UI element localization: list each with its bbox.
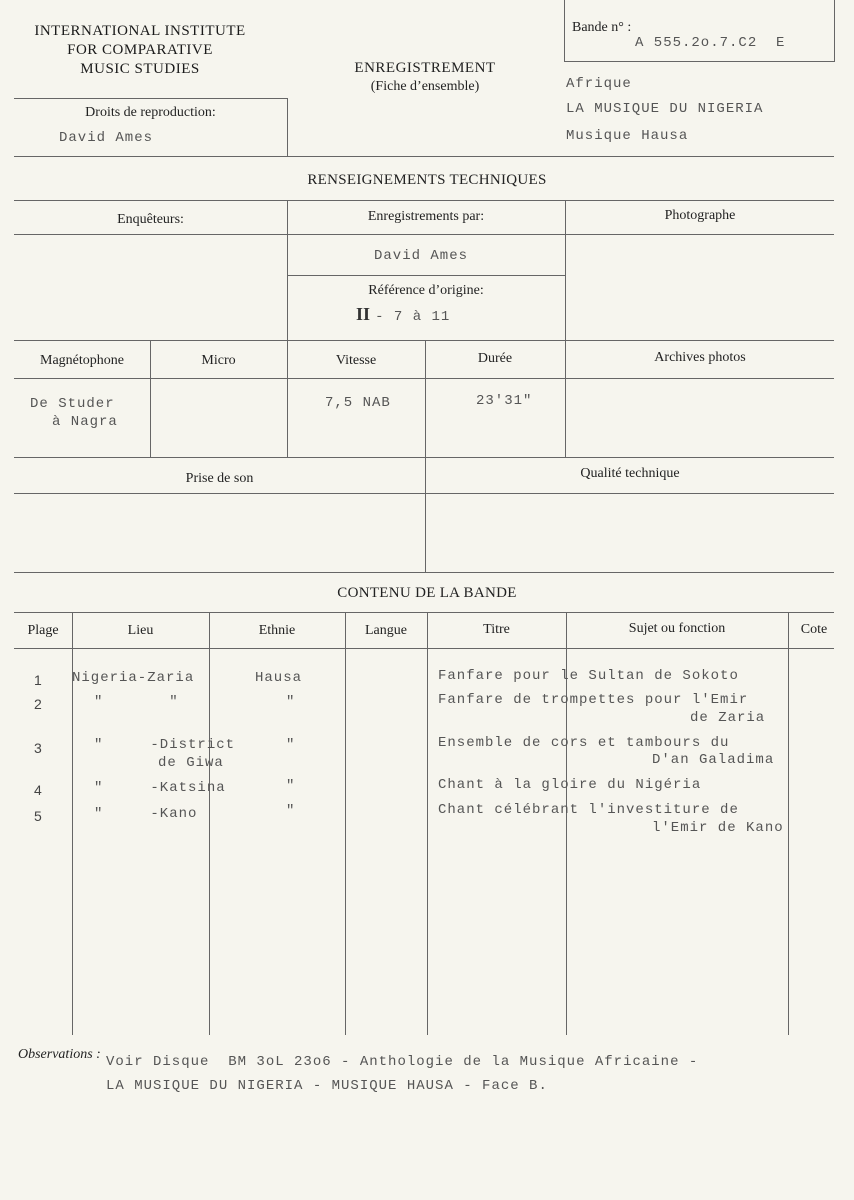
observations-line-1[interactable]: Voir Disque BM 3oL 23o6 - Anthologie de la Musique Africaine - [106, 1054, 699, 1070]
plage-1: 1 [34, 672, 42, 688]
qualite-label: Qualité technique [580, 466, 680, 481]
plage-5: 5 [34, 808, 42, 824]
institute-name [10, 22, 270, 79]
ethnie-5[interactable]: " [286, 803, 296, 819]
droits-label: Droits de reproduction: [85, 105, 216, 120]
ethnie-2[interactable]: " [286, 694, 296, 710]
ethnie-3[interactable]: " [286, 737, 296, 753]
form-title: ENREGISTREMENT [354, 60, 496, 76]
lieu-3b[interactable]: de Giwa [158, 755, 224, 771]
header-sujet: Sujet ou fonction [628, 621, 726, 636]
enregistrements-value[interactable]: David Ames [374, 248, 469, 264]
sub-album-value[interactable]: Musique Hausa [566, 128, 689, 144]
titre-5[interactable]: Chant célébrant l'investiture de [438, 802, 739, 818]
titre-2b[interactable]: de Zaria [690, 710, 766, 726]
lieu-4[interactable]: " -Katsina [94, 780, 226, 796]
institute-line-3: MUSIC STUDIES [80, 61, 200, 77]
magnetophone-label: Magnétophone [40, 353, 124, 368]
contenu-section-title: CONTENU DE LA BANDE [337, 585, 517, 601]
institute-line-1: INTERNATIONAL INSTITUTE [34, 23, 246, 39]
reference-range: - 7 à 11 [375, 309, 451, 325]
magnetophone-value-2[interactable]: à Nagra [52, 414, 118, 430]
observations-line-2[interactable]: LA MUSIQUE DU NIGERIA - MUSIQUE HAUSA - Face B. [106, 1078, 548, 1094]
reference-value[interactable] [356, 304, 450, 325]
header-plage: Plage [27, 623, 59, 638]
titre-3[interactable]: Ensemble de cors et tambours du [438, 735, 730, 751]
reference-roman: II [356, 304, 371, 324]
album-value[interactable]: LA MUSIQUE DU NIGERIA [566, 101, 764, 117]
titre-2[interactable]: Fanfare de trompettes pour l'Emir [438, 692, 749, 708]
magnetophone-value-1[interactable]: De Studer [30, 396, 115, 412]
header-cote: Cote [800, 622, 828, 637]
header-lieu: Lieu [127, 623, 154, 638]
enregistrements-label: Enregistrements par: [367, 209, 485, 224]
enqueteurs-label: Enquêteurs: [117, 212, 184, 227]
titre-1[interactable]: Fanfare pour le Sultan de Sokoto [438, 668, 739, 684]
plage-3: 3 [34, 740, 42, 756]
archives-label: Archives photos [654, 350, 746, 365]
vitesse-value[interactable]: 7,5 NAB [325, 395, 391, 411]
header-langue: Langue [365, 623, 407, 638]
header-ethnie: Ethnie [258, 623, 296, 638]
titre-4[interactable]: Chant à la gloire du Nigéria [438, 777, 702, 793]
lieu-3[interactable]: " -District [94, 737, 236, 753]
bande-label: Bande n° : [572, 20, 632, 35]
bande-value[interactable]: A 555.2o.7.C2 E [635, 35, 786, 51]
titre-3b[interactable]: D'an Galadima [652, 752, 775, 768]
photographe-label: Photographe [664, 208, 736, 223]
droits-value[interactable]: David Ames [59, 130, 154, 146]
reference-label: Référence d’origine: [368, 283, 484, 298]
observations-label: Observations : [18, 1047, 101, 1062]
ethnie-4[interactable]: " [286, 778, 296, 794]
duree-value[interactable]: 23'31" [476, 393, 533, 409]
plage-4: 4 [34, 782, 42, 798]
plage-2: 2 [34, 696, 42, 712]
lieu-5[interactable]: " -Kano [94, 806, 198, 822]
lieu-1[interactable]: Nigeria-Zaria [72, 670, 195, 686]
form-subtitle: (Fiche d’ensemble) [370, 79, 480, 94]
tech-section-title: RENSEIGNEMENTS TECHNIQUES [307, 172, 547, 188]
titre-5b[interactable]: l'Emir de Kano [652, 820, 784, 836]
ethnie-1[interactable]: Hausa [255, 670, 303, 686]
duree-label: Durée [477, 351, 513, 366]
region-value[interactable]: Afrique [566, 76, 632, 92]
institute-line-2: FOR COMPARATIVE [67, 42, 213, 58]
micro-label: Micro [201, 353, 236, 368]
lieu-2[interactable]: " " [94, 694, 179, 710]
prise-label: Prise de son [185, 471, 254, 486]
header-titre: Titre [483, 622, 510, 637]
vitesse-label: Vitesse [335, 353, 377, 368]
